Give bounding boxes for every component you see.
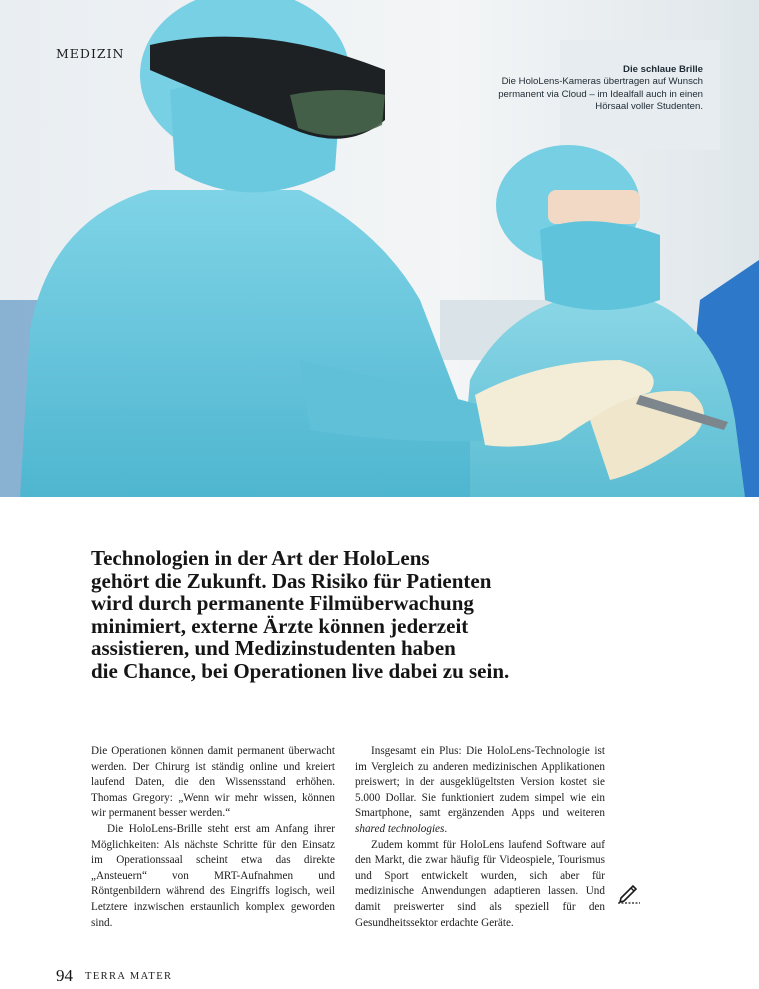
pull-quote-line: gehört die Zukunft. Das Risiko für Patienten: [91, 568, 492, 593]
pull-quote-line: assistieren, und Medizinstudenten haben: [91, 636, 456, 661]
body-column-left: [91, 744, 335, 931]
magazine-name: TERRA MATER: [85, 971, 173, 982]
caption-text: Die HoloLens-Kameras übertragen auf Wunsch permanent via Cloud – im Idealfall auch in einen Hörsaal voller Studenten.: [498, 76, 703, 113]
page-number: 94: [56, 966, 73, 985]
pull-quote-line: die Chance, bei Operationen live dabei zu sein.: [91, 658, 510, 683]
body-paragraph: [355, 744, 605, 838]
body-column-right: [355, 744, 605, 931]
caption-title: Die schlaue Brille: [623, 64, 703, 75]
pull-quote-line: Technologien in der Art der HoloLens: [91, 546, 430, 570]
pull-quote: [91, 547, 651, 683]
pull-quote-line: wird durch permanente Filmüberwachung: [91, 591, 474, 616]
pull-quote-line: minimiert, externe Ärzte können jederzeit: [91, 613, 469, 638]
body-paragraph: Zudem kommt für HoloLens laufend Software auf den Markt, die zwar häufig für Videospiele, Tourismus und Sport entwickelt wurden, sich aber für medizinische Anwendungen adaptieren lassen. Und damit preiswerter sind als speziell für den Gesundheitssektor erdachte Geräte.: [355, 838, 605, 929]
body-paragraph: Die Operationen können damit permanent überwacht werden. Der Chirurg ist ständig online und kreiert laufend Daten, die den Wissensstand erhöhen. Thomas Gregory: „Wenn wir mehr wissen, können wir permanent besser werden.“: [91, 745, 335, 820]
photo-caption: [488, 64, 703, 114]
body-text: .: [444, 822, 448, 835]
body-paragraph: Die HoloLens-Brille steht erst am Anfang ihrer Möglichkeiten: Als nächste Schritte für den Einsatz im Operationssaal scheint etwa das direkte „Ansteuern“ von MRT-Aufnahmen und Röntgenbildern während des Eingriffs logisch, weil Letztere inzwischen erstaunlich komplex geworden sind.: [91, 822, 335, 929]
body-text: Insgesamt ein Plus: Die HoloLens-Technologie ist im Vergleich zu anderen medizinischen Applikationen preiswert; in der ausgeklügeltsten Version kostet sie 5.000 Dollar. Sie funktioniert zudem simpel wie ein Smartphone, samt ergänzenden Apps und weiteren: [355, 745, 605, 820]
section-label: MEDIZIN: [56, 46, 125, 61]
pen-icon: [617, 880, 641, 904]
body-italic-term: shared technologies: [355, 822, 445, 835]
